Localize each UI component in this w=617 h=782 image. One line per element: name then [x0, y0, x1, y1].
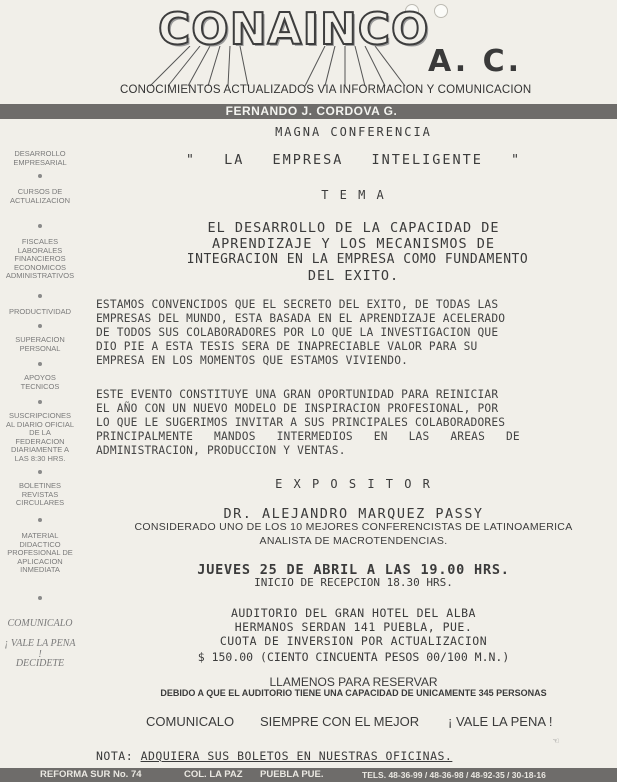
tema-line: INTEGRACION EN LA EMPRESA COMO FUNDAMENTO: [186, 252, 529, 267]
sidebar-bullet: [38, 596, 42, 600]
sidebar-bullet: [38, 224, 42, 228]
sidebar-item-cursos: CURSOS DE ACTUALIZACION: [9, 187, 70, 205]
speaker-name: DR. ALEJANDRO MARQUEZ PASSY: [223, 506, 484, 522]
sidebar-bullet: [38, 294, 42, 298]
conference-title: " LA EMPRESA INTELIGENTE ": [185, 152, 522, 168]
sidebar-bullet: [38, 324, 42, 328]
sidebar-item-superacion: SUPERACION PERSONAL: [15, 335, 65, 353]
paragraph-line: ESTAMOS CONVENCIDOS QUE EL SECRETO DEL EXITO, DE TODAS LAS: [96, 298, 499, 311]
hand-cursor-icon: ☜: [553, 736, 560, 747]
speaker-description: CONSIDERADO UNO DE LOS 10 MEJORES CONFERENCISTAS DE LATINOAMERICA: [134, 521, 573, 533]
sidebar-item-desarrollo: DESARROLLO EMPRESARIAL: [13, 149, 67, 167]
paragraph-line: DIO PIE A ESTA TESIS SERA DE INAPRECIABLE VALOR PARA SU: [96, 340, 478, 353]
note-text: ADQUIERA SUS BOLETOS EN NUESTRAS OFICINAS.: [140, 749, 453, 763]
investment-label: CUOTA DE INVERSION POR ACTUALIZACION: [219, 634, 488, 648]
sidebar-bullet: [38, 174, 42, 178]
punch-hole-right: [434, 4, 448, 18]
sidebar-item-boletines: BOLETINES REVISTAS CIRCULARES: [15, 481, 65, 508]
slogan-vale-la-pena: ¡ VALE LA PENA !: [448, 714, 553, 729]
paragraph-line: DE TODOS SUS COLABORADORES POR LO QUE LA INVESTIGACION QUE: [96, 326, 499, 339]
sidebar-item-apoyos: APOYOS TECNICOS: [20, 373, 60, 391]
reserve-call: LLAMENOS PARA RESERVAR: [269, 675, 438, 689]
footer-city: PUEBLA PUE.: [260, 769, 324, 780]
paragraph-line: EL AÑO CON UN NUEVO MODELO DE INSPIRACION PROFESIONAL, POR: [96, 402, 499, 415]
footer-address: REFORMA SUR No. 74: [40, 769, 142, 780]
name-bar-text: [0, 104, 617, 119]
note-line: [96, 749, 452, 763]
tema-line: EL DESARROLLO DE LA CAPACIDAD DE: [207, 220, 500, 236]
tema-line: DEL EXITO.: [307, 268, 400, 284]
slogan-comunicalo: COMUNICALO: [146, 714, 235, 729]
footer-phones: TELS. 48-36-99 / 48-36-98 / 48-92-35 / 30-18-16: [362, 770, 546, 780]
expositor-label: E X P O S I T O R: [275, 477, 432, 491]
tagline: CONOCIMIENTOS ACTUALIZADOS VIA INFORMACION Y COMUNICACION: [120, 84, 532, 96]
sidebar-item-productividad: PRODUCTIVIDAD: [8, 307, 72, 316]
reception-time: INICIO DE RECEPCION 18.30 HRS.: [254, 576, 453, 589]
sidebar-bullet: [38, 400, 42, 404]
paragraph-line: EMPRESA EN LOS MOMENTOS QUE ESTAMOS VIVIENDO.: [96, 354, 409, 367]
conainco-logo: CONAINCO: [158, 4, 430, 55]
sidebar-item-suscripciones: SUSCRIPCIONES AL DIARIO OFICIAL DE LA FEDERACION DIARIAMENTE A LAS 8:30 HRS.: [5, 411, 75, 463]
sidebar-item-fiscales: FISCALES LABORALES FINANCIEROS ECONOMICOS ADMINISTRATIVOS: [5, 237, 75, 281]
director-name: FERNANDO J. CORDOVA G.: [225, 104, 398, 118]
footer-colony: COL. LA PAZ: [184, 769, 243, 780]
slogan-siempre: SIEMPRE CON EL MEJOR: [260, 714, 420, 729]
speaker-specialty: ANALISTA DE MACROTENDENCIAS.: [259, 535, 448, 547]
sidebar-item-material: MATERIAL DIDACTICO PROFESIONAL DE APLICACION INMEDIATA: [7, 531, 73, 575]
paragraph-line: EMPRESAS DEL MUNDO, ESTA BASADA EN EL APRENDIZAJE ACELERADO: [96, 312, 506, 325]
logo-suffix: A. C.: [428, 44, 523, 79]
price-line: $ 150.00 (CIENTO CINCUENTA PESOS 00/100 M.N.): [197, 650, 510, 664]
paragraph-line: PRINCIPALMENTE MANDOS INTERMEDIOS EN LAS AREAS DE: [96, 430, 520, 443]
tema-line: APRENDIZAJE Y LOS MECANISMOS DE: [212, 236, 495, 252]
paragraph-line: ADMINISTRACION, PRODUCCION Y VENTAS.: [96, 444, 346, 457]
sidebar-slogan-decidete: DECIDETE: [15, 658, 65, 669]
sidebar-bullet: [38, 518, 42, 522]
venue-address: HERMANOS SERDAN 141 PUEBLA, PUE.: [234, 620, 473, 634]
note-label: NOTA:: [96, 749, 134, 763]
sidebar-bullet: [38, 470, 42, 474]
event-type: MAGNA CONFERENCIA: [275, 125, 432, 139]
sidebar-slogan-vale: ¡ VALE LA PENA !: [4, 638, 76, 660]
tema-label: T E M A: [321, 188, 386, 202]
sidebar-bullet: [38, 362, 42, 366]
capacity-note: DEBIDO A QUE EL AUDITORIO TIENE UNA CAPACIDAD DE UNICAMENTE 345 PERSONAS: [160, 688, 547, 698]
sidebar-slogan-comunicalo: COMUNICALO: [7, 618, 73, 629]
event-date: JUEVES 25 DE ABRIL A LAS 19.00 HRS.: [197, 562, 510, 578]
venue-name: AUDITORIO DEL GRAN HOTEL DEL ALBA: [231, 606, 476, 620]
paragraph-line: LO QUE LE SUGERIMOS INVITAR A SUS PRINCIPALES COLABORADORES: [96, 416, 506, 429]
paragraph-line: ESTE EVENTO CONSTITUYE UNA GRAN OPORTUNIDAD PARA REINICIAR: [96, 388, 499, 401]
